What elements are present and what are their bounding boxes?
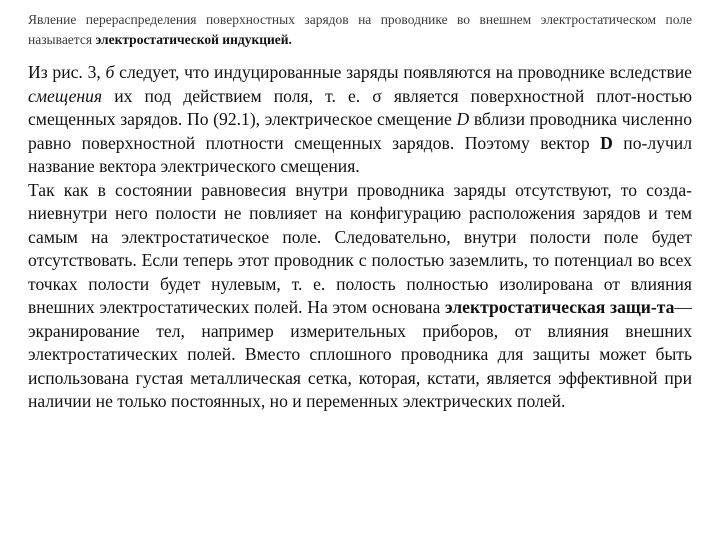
paragraph-2: [28, 179, 692, 414]
intro-term: электростатической индукцией.: [95, 32, 292, 47]
p1-term-smeshcheniya: смещения: [28, 85, 103, 106]
p1-text-5: по-лучил название вектора электрического смещения.: [28, 132, 692, 176]
p1-text-4: вблизи проводника численно равно поверхностной плотности смещенных зарядов. Поэтому вектор: [28, 109, 692, 153]
p1-symbol-d-italic: D: [456, 109, 470, 129]
main-text: [28, 61, 692, 414]
p1-text-1: Из рис. 3,: [28, 62, 106, 82]
p2-text-1: Так как в состоянии равновесия внутри проводника заряды отсутствуют, то созда-ниевнутри него полости не повлияет на конфигурацию расположения зарядов и тем самым на электростатическое поле. Следовательно, внутри полости поле будет отсутствовать. Если теперь этот проводник с полостью заземлить, то потенциал во всех точках полости будет нулевым, т. е. полость полностью изолирована от влияния внешних электростатических полей. На этом основана: [28, 179, 692, 317]
p1-text-2: следует, что индуцированные заряды появляются на проводнике вследствие: [114, 62, 692, 82]
p1-figure-letter: б: [105, 62, 115, 82]
intro-paragraph: [28, 10, 692, 50]
p1-text-3: их под действием поля, т. е. σ является поверхностной плот-ностью смещенных зарядов. По (92.1), электрическое смещение: [28, 85, 692, 129]
p1-symbol-d-bold: D: [600, 132, 613, 153]
p2-term: электростатическая защи-та: [445, 297, 675, 317]
p2-text-2: — экранирование тел, например измерительных приборов, от влияния внешних электростатических полей. Вместо сплошного проводника для защиты может быть использована густая металлическая сетка, которая, кстати, является эффективной при наличии не только постоянных, но и переменных электрических полей.: [28, 297, 692, 411]
paragraph-1: [28, 61, 692, 179]
intro-text: Явление перераспределения поверхностных зарядов на проводнике во внешнем электростатическом поле называется: [28, 12, 692, 47]
